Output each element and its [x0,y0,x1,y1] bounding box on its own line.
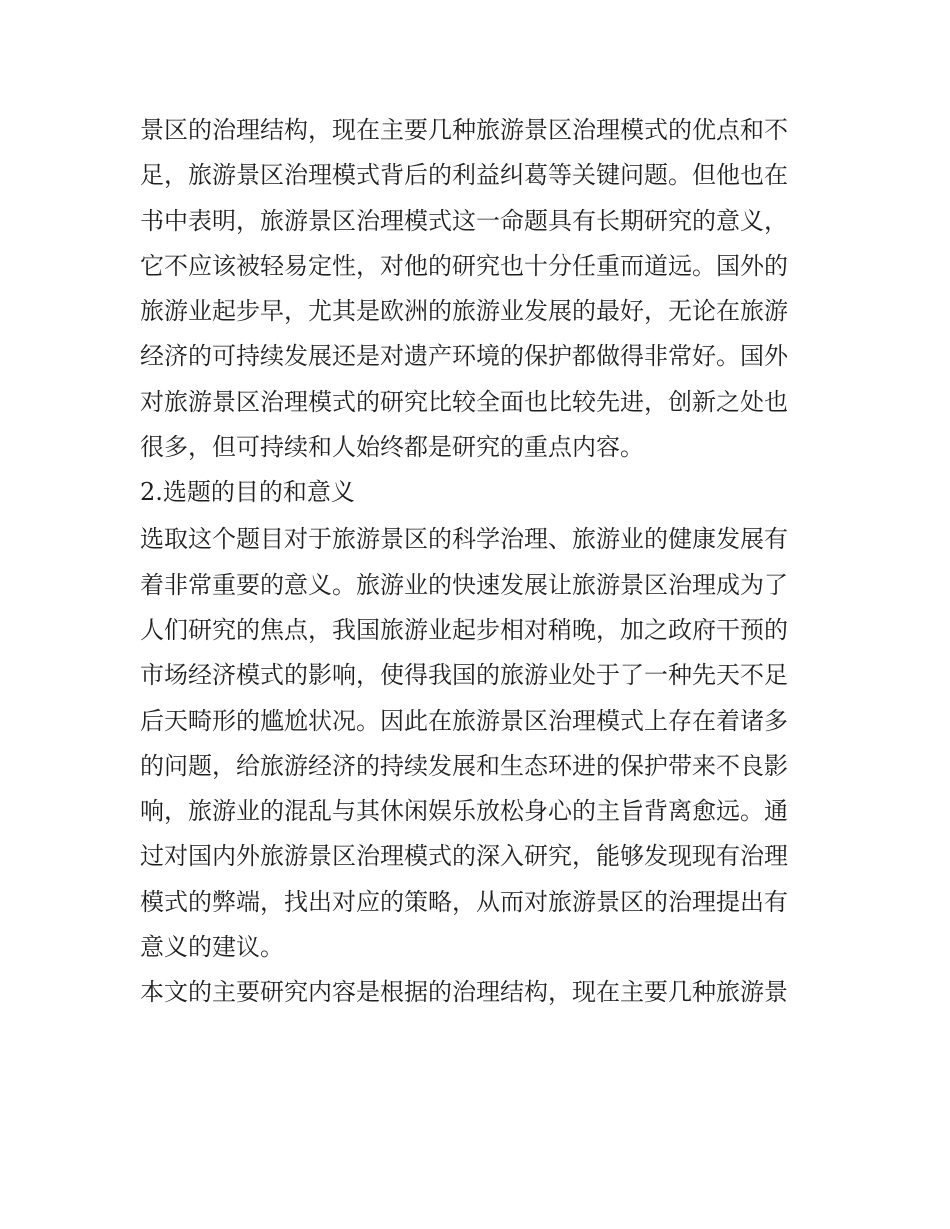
text-line: 过对国内外旅游景区治理模式的深入研究，能够发现现有治理 [140,842,788,871]
text-line: 选取这个题目对于旅游景区的科学治理、旅游业的健康发展有 [140,525,788,554]
text-line: 景区的治理结构，现在主要几种旅游景区治理模式的优点和不 [140,116,788,144]
text-line: 对旅游景区治理模式的研究比较全面也比较先进，创新之处也 [140,387,788,416]
section-heading: 2.选题的目的和意义 [140,478,355,507]
text-line: 响，旅游业的混乱与其休闲娱乐放松身心的主旨背离愈远。通 [140,797,788,826]
text-line: 意义的建议。 [140,933,284,962]
text-line: 后天畸形的尴尬状况。因此在旅游景区治理模式上存在着诸多 [140,706,788,735]
text-line: 市场经济模式的影响，使得我国的旅游业处于了一种先天不足 [140,661,788,690]
text-line: 的问题，给旅游经济的持续发展和生态环进的保护带来不良影 [140,751,788,780]
document-body [140,108,812,1016]
text-line: 旅游业起步早，尤其是欧洲的旅游业发展的最好，无论在旅游 [140,297,788,326]
text-line: 本文的主要研究内容是根据的治理结构，现在主要几种旅游景 [140,978,788,1007]
text-line: 书中表明，旅游景区治理模式这一命题具有长期研究的意义， [140,206,788,235]
text-line: 人们研究的焦点，我国旅游业起步相对稍晚，加之政府干预的 [140,615,788,644]
text-line: 模式的弊端，找出对应的策略，从而对旅游景区的治理提出有 [140,887,788,916]
text-line: 很多，但可持续和人始终都是研究的重点内容。 [140,433,644,462]
paragraph [140,108,812,470]
text-line: 着非常重要的意义。旅游业的快速发展让旅游景区治理成为了 [140,570,788,599]
text-line: 它不应该被轻易定性，对他的研究也十分任重而道远。国外的 [140,251,788,280]
text-line: 足，旅游景区治理模式背后的利益纠葛等关键问题。但他也在 [140,161,788,190]
text-line: 经济的可持续发展还是对遗产环境的保护都做得非常好。国外 [140,342,788,371]
paragraph [140,970,812,1015]
paragraph [140,517,812,970]
